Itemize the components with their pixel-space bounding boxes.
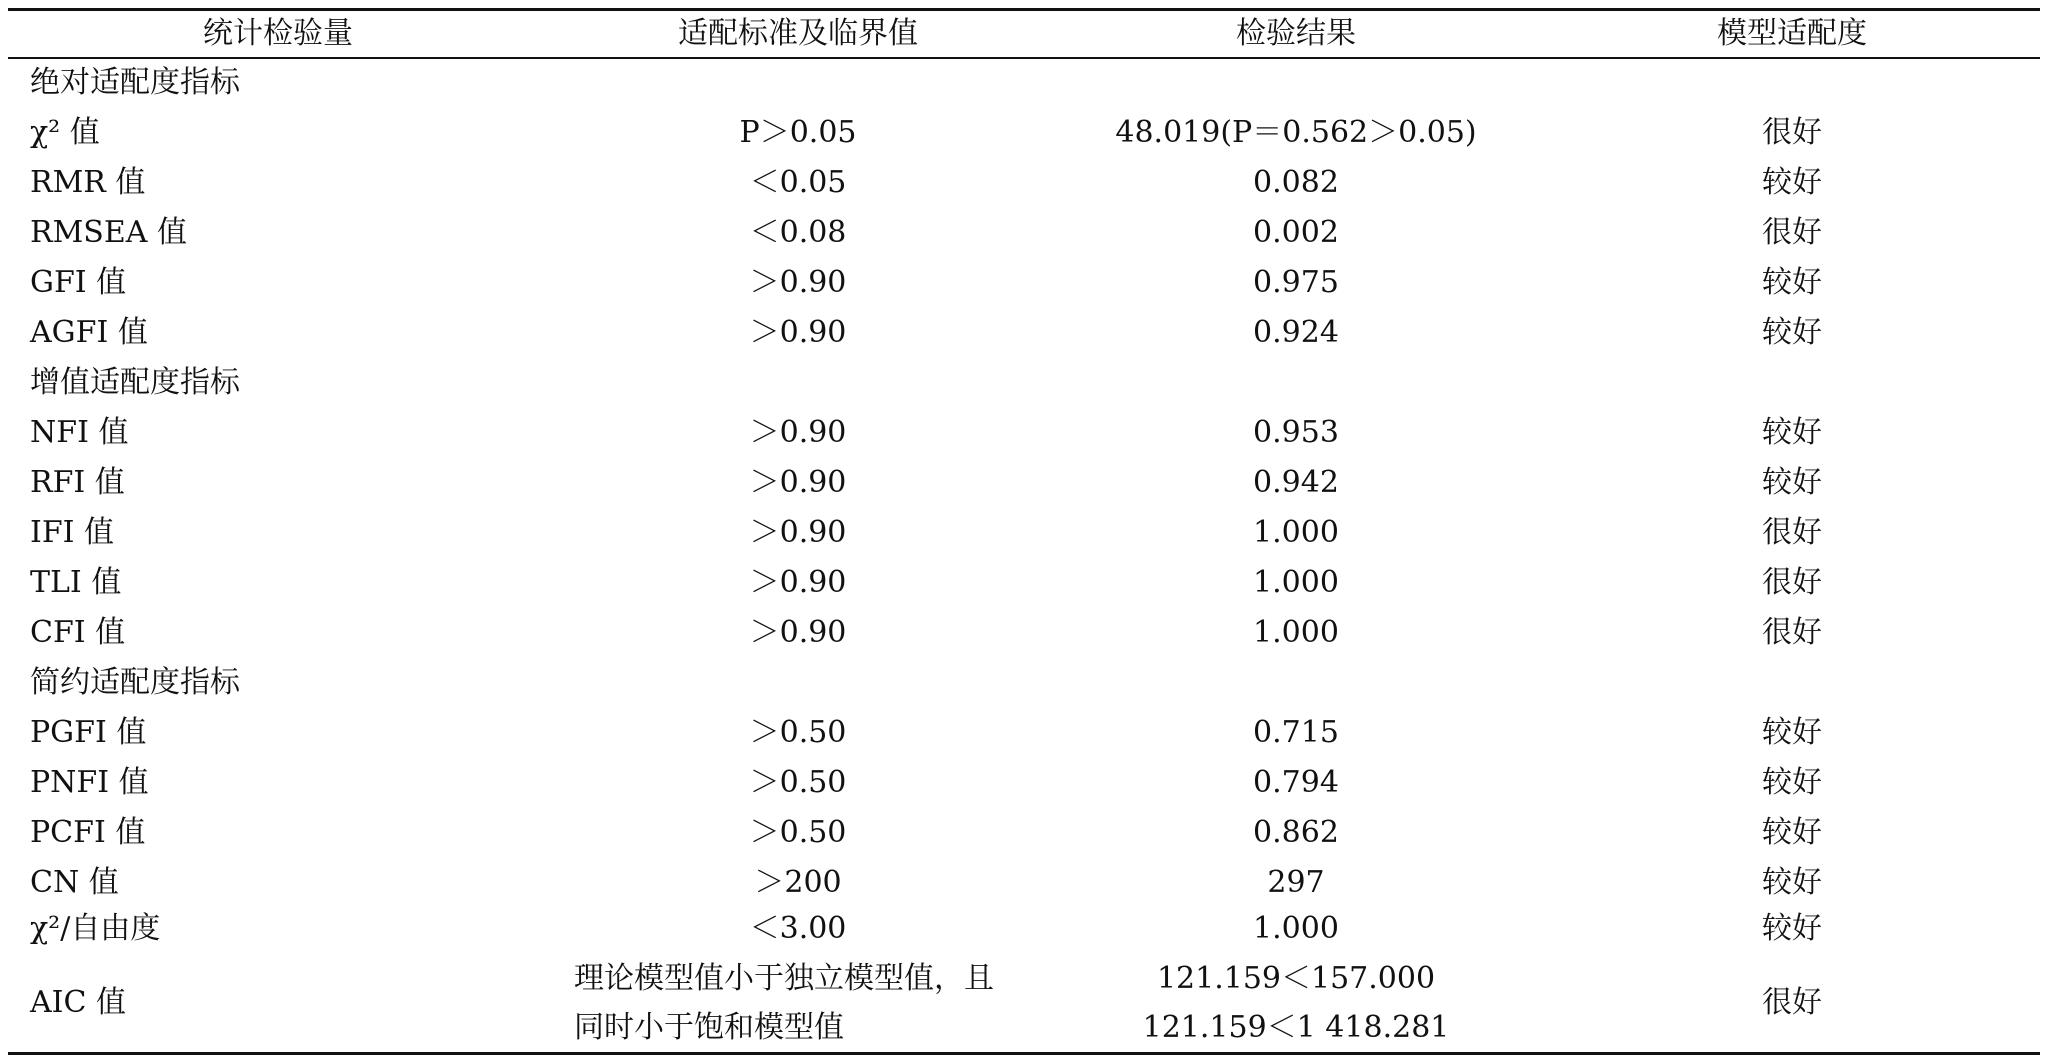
- row-label: CFI 值: [30, 615, 126, 650]
- row-label: RFI 值: [30, 465, 125, 500]
- row-result: 0.002: [1253, 215, 1339, 250]
- row-label: PGFI 值: [30, 715, 147, 750]
- table-row: [0, 258, 2048, 308]
- row-standard: ＜0.08: [749, 215, 847, 250]
- aic-fit: 很好: [1762, 985, 1822, 1020]
- table-row: [0, 808, 2048, 858]
- table-row: [0, 904, 2048, 954]
- table-row: [0, 308, 2048, 358]
- row-standard: ＞0.90: [749, 415, 847, 450]
- table-row: [0, 858, 2048, 908]
- row-result: 1.000: [1253, 515, 1339, 550]
- row-standard: ＞0.90: [749, 565, 847, 600]
- row-label: NFI 值: [30, 415, 129, 450]
- row-fit: 很好: [1762, 615, 1822, 650]
- row-fit: 较好: [1762, 715, 1822, 750]
- header-result: 检验结果: [1236, 16, 1356, 51]
- row-result: 0.862: [1253, 815, 1339, 850]
- row-standard: ＞0.90: [749, 515, 847, 550]
- row-label: GFI 值: [30, 265, 127, 300]
- row-label: 增值适配度指标: [30, 365, 240, 400]
- table-row: [0, 358, 2048, 408]
- row-fit: 很好: [1762, 565, 1822, 600]
- row-fit: 很好: [1762, 215, 1822, 250]
- row-result: 1.000: [1253, 911, 1339, 946]
- row-result: 0.953: [1253, 415, 1339, 450]
- row-standard: ＞0.50: [749, 815, 847, 850]
- row-standard: ＜0.05: [749, 165, 847, 200]
- row-label: 简约适配度指标: [30, 665, 240, 700]
- table-row: [0, 508, 2048, 558]
- table-row: [0, 658, 2048, 708]
- row-standard: ＞0.90: [749, 615, 847, 650]
- row-result: 0.942: [1253, 465, 1339, 500]
- row-standard: P＞0.05: [739, 115, 857, 150]
- row-fit: 较好: [1762, 865, 1822, 900]
- row-label: IFI 值: [30, 515, 115, 550]
- row-fit: 较好: [1762, 815, 1822, 850]
- row-label: PCFI 值: [30, 815, 146, 850]
- row-label: χ²/自由度: [30, 911, 161, 946]
- row-standard: ＞200: [754, 865, 842, 900]
- table-row: [0, 608, 2048, 658]
- row-label: TLI 值: [30, 565, 122, 600]
- row-fit: 较好: [1762, 911, 1822, 946]
- table-row: [0, 408, 2048, 458]
- row-label: χ² 值: [30, 115, 100, 150]
- row-fit: 很好: [1762, 115, 1822, 150]
- header-fit: 模型适配度: [1717, 16, 1867, 51]
- row-fit: 较好: [1762, 465, 1822, 500]
- row-standard: ＞0.50: [749, 765, 847, 800]
- row-label: 绝对适配度指标: [30, 65, 240, 100]
- row-result: 0.794: [1253, 765, 1339, 800]
- row-standard: ＞0.50: [749, 715, 847, 750]
- row-result: 0.715: [1253, 715, 1339, 750]
- table-row: [0, 758, 2048, 808]
- row-standard: ＞0.90: [749, 265, 847, 300]
- row-standard: ＞0.90: [749, 315, 847, 350]
- table-top-rule: [8, 8, 2040, 11]
- row-fit: 较好: [1762, 765, 1822, 800]
- header-statistic: 统计检验量: [203, 16, 353, 51]
- row-fit: 较好: [1762, 315, 1822, 350]
- table-row: [0, 708, 2048, 758]
- row-standard: ＞0.90: [749, 465, 847, 500]
- row-fit: 较好: [1762, 265, 1822, 300]
- row-fit: 较好: [1762, 165, 1822, 200]
- aic-standard-line1: 理论模型值小于独立模型值，且: [574, 961, 994, 996]
- table-row: [0, 108, 2048, 158]
- row-label: RMR 值: [30, 165, 146, 200]
- row-result: 0.975: [1253, 265, 1339, 300]
- table-row-aic: [0, 954, 2048, 1052]
- row-label: RMSEA 值: [30, 215, 187, 250]
- row-result: 1.000: [1253, 615, 1339, 650]
- row-result: 297: [1267, 865, 1325, 900]
- row-label: PNFI 值: [30, 765, 149, 800]
- table-row: [0, 158, 2048, 208]
- row-result: 1.000: [1253, 565, 1339, 600]
- row-fit: 较好: [1762, 415, 1822, 450]
- aic-result-line1: 121.159＜157.000: [1156, 961, 1436, 996]
- row-label: CN 值: [30, 865, 119, 900]
- row-label: AGFI 值: [30, 315, 148, 350]
- header-criterion: 适配标准及临界值: [678, 16, 918, 51]
- aic-label: AIC 值: [30, 985, 127, 1020]
- table-row: [0, 58, 2048, 108]
- row-result: 48.019(P＝0.562＞0.05): [1115, 115, 1477, 150]
- table-row: [0, 208, 2048, 258]
- aic-standard-line2: 同时小于饱和模型值: [574, 1010, 844, 1045]
- row-fit: 很好: [1762, 515, 1822, 550]
- aic-result-line2: 121.159＜1 418.281: [1142, 1010, 1450, 1045]
- table-header: [0, 12, 2048, 56]
- table-row: [0, 458, 2048, 508]
- row-result: 0.924: [1253, 315, 1339, 350]
- table-bottom-rule: [8, 1052, 2040, 1055]
- table-row: [0, 558, 2048, 608]
- row-standard: ＜3.00: [749, 911, 847, 946]
- row-result: 0.082: [1253, 165, 1339, 200]
